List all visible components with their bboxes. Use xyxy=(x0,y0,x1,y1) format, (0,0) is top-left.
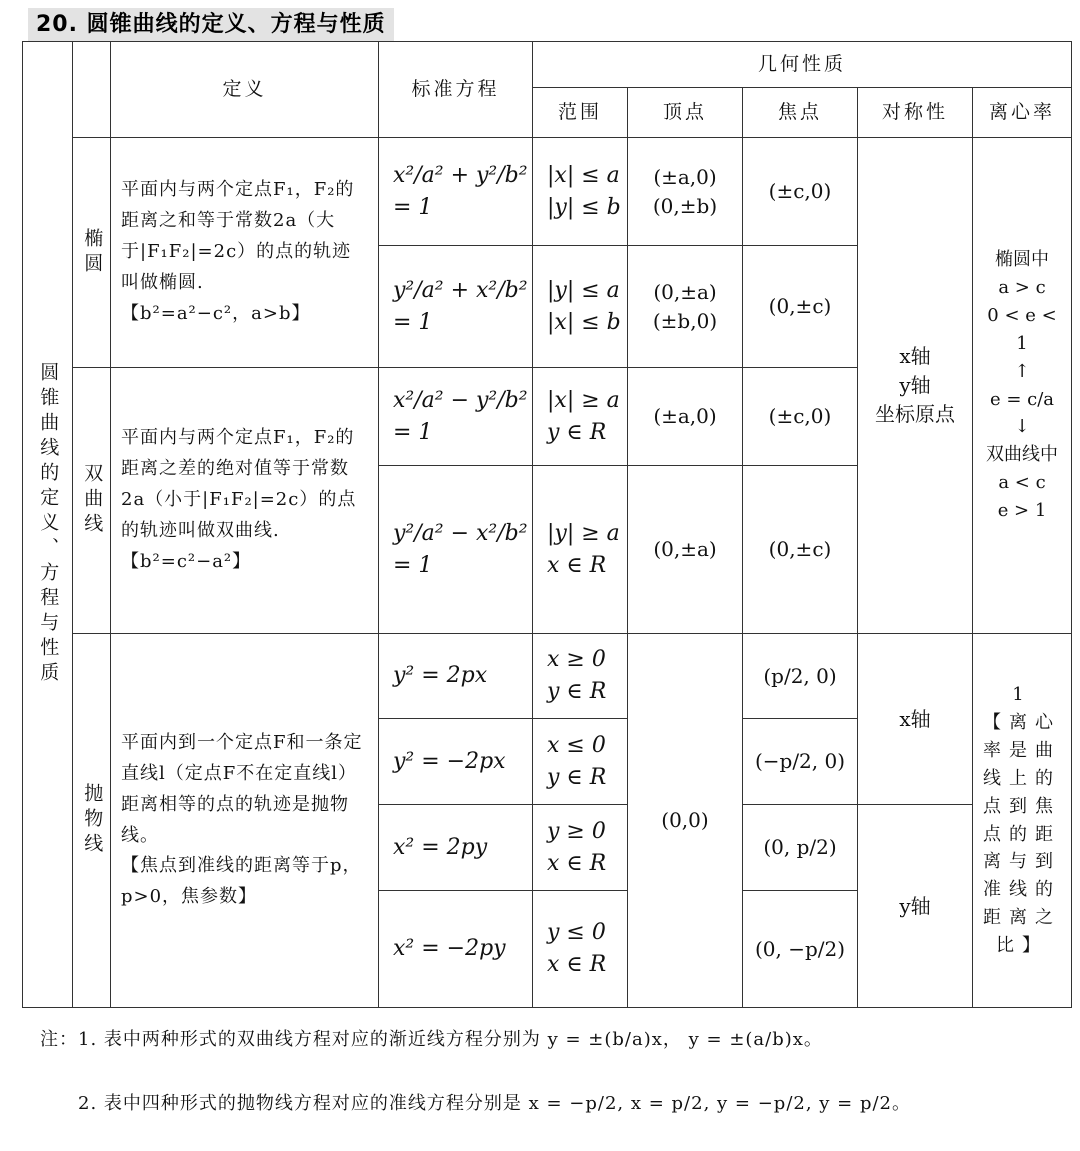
parabola-definition: 平面内到一个定点F和一条定直线l（定点F不在定直线l）距离相等的点的轨迹是抛物线。 【焦点到准线的距离等于p，p>0，焦参数】 xyxy=(111,634,379,1008)
ellipse-focus-2: (0,±c) xyxy=(743,246,858,368)
ellipse-definition: 平面内与两个定点F₁，F₂的距离之和等于常数2a（大于|F₁F₂|=2c）的点的轨迹叫做椭圆. 【b²=a²−c²，a>b】 xyxy=(111,138,379,368)
hyperbola-name-cell xyxy=(73,368,111,634)
parabola-name-cell xyxy=(73,634,111,1008)
parabola-equation-2: y² = −2px xyxy=(379,719,533,805)
parabola-range-2: x ≤ 0 y ∈ R xyxy=(533,719,628,805)
side-label-cell xyxy=(23,42,73,1008)
ellipse-focus-1: (±c,0) xyxy=(743,138,858,246)
eccentricity-shared: 椭圆中 a > c 0 < e < 1 ↑ e = c/a ↓ 双曲线中 a < c e > 1 xyxy=(973,138,1072,634)
note-directrices: 2. 表中四种形式的抛物线方程对应的准线方程分别是 x = −p/2, x = p/2, y = −p/2, y = p/2。 xyxy=(78,1093,912,1114)
parabola-equation-4: x² = −2py xyxy=(379,891,533,1008)
parabola-range-1: x ≥ 0 y ∈ R xyxy=(533,634,628,719)
header-eccentricity: 离心率 xyxy=(973,88,1072,138)
hyperbola-vertex-1: (±a,0) xyxy=(628,368,743,466)
header-definition: 定义 xyxy=(111,42,379,138)
parabola-name: 抛物线 xyxy=(81,783,104,858)
parabola-focus-3: (0, p/2) xyxy=(743,805,858,891)
ellipse-range-1: |x| ≤ a |y| ≤ b xyxy=(533,138,628,246)
hyperbola-range-2: |y| ≥ a x ∈ R xyxy=(533,466,628,634)
parabola-range-4: y ≤ 0 x ∈ R xyxy=(533,891,628,1008)
ellipse-range-2: |y| ≤ a |x| ≤ b xyxy=(533,246,628,368)
parabola-focus-4: (0, −p/2) xyxy=(743,891,858,1008)
symmetry-shared: x轴 y轴 坐标原点 xyxy=(858,138,973,634)
parabola-range-3: y ≥ 0 x ∈ R xyxy=(533,805,628,891)
parabola-focus-2: (−p/2, 0) xyxy=(743,719,858,805)
header-vertex: 顶点 xyxy=(628,88,743,138)
hyperbola-vertex-2: (0,±a) xyxy=(628,466,743,634)
ellipse-equation-2: y²/a² + x²/b² = 1 xyxy=(379,246,533,368)
hyperbola-name: 双曲线 xyxy=(81,463,104,538)
header-symmetry: 对称性 xyxy=(858,88,973,138)
parabola-symmetry-x: x轴 xyxy=(858,634,973,805)
side-label: 圆锥曲线的定义、方程与性质 xyxy=(37,362,60,687)
conic-sections-table xyxy=(22,41,1072,1008)
header-range: 范围 xyxy=(533,88,628,138)
hyperbola-focus-1: (±c,0) xyxy=(743,368,858,466)
parabola-symmetry-y: y轴 xyxy=(858,805,973,1008)
hyperbola-equation-1: x²/a² − y²/b² = 1 xyxy=(379,368,533,466)
ellipse-name-cell xyxy=(73,138,111,368)
parabola-focus-1: (p/2, 0) xyxy=(743,634,858,719)
header-standard-equation: 标准方程 xyxy=(379,42,533,138)
parabola-eccentricity: 1 【离心率是曲线上的点到焦点的距离与到准线的距离之比】 xyxy=(973,634,1072,1008)
hyperbola-range-1: |x| ≥ a y ∈ R xyxy=(533,368,628,466)
parabola-equation-3: x² = 2py xyxy=(379,805,533,891)
ellipse-name: 椭圆 xyxy=(81,227,104,278)
blank-header-cell xyxy=(73,42,111,138)
parabola-equation-1: y² = 2px xyxy=(379,634,533,719)
ellipse-equation-1: x²/a² + y²/b² = 1 xyxy=(379,138,533,246)
page-title: 20. 圆锥曲线的定义、方程与性质 xyxy=(28,8,394,42)
hyperbola-equation-2: y²/a² − x²/b² = 1 xyxy=(379,466,533,634)
header-focus: 焦点 xyxy=(743,88,858,138)
hyperbola-definition: 平面内与两个定点F₁，F₂的距离之差的绝对值等于常数2a（小于|F₁F₂|=2c）的点的轨迹叫做双曲线. 【b²=c²−a²】 xyxy=(111,368,379,634)
ellipse-vertex-2: (0,±a) (±b,0) xyxy=(628,246,743,368)
note-asymptotes: 注：1. 表中两种形式的双曲线方程对应的渐近线方程分别为 y = ±(b/a)x， y = ±(a/b)x。 xyxy=(40,1029,823,1050)
parabola-vertex: (0,0) xyxy=(628,634,743,1008)
hyperbola-focus-2: (0,±c) xyxy=(743,466,858,634)
header-geometric-properties: 几何性质 xyxy=(533,42,1072,88)
ellipse-vertex-1: (±a,0) (0,±b) xyxy=(628,138,743,246)
